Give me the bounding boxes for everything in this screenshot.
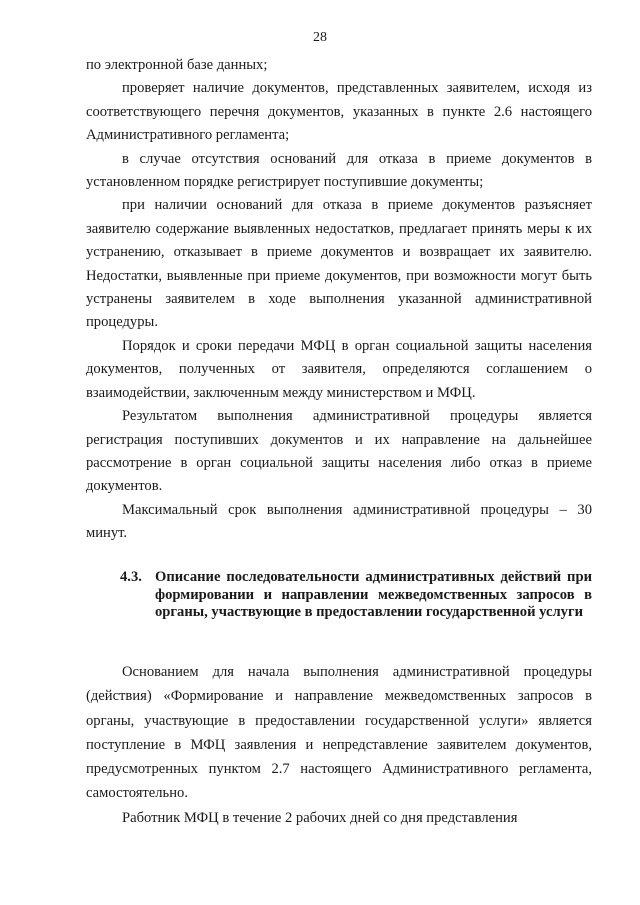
paragraph-max-time: Максимальный срок выполнения административной процедуры – 30 минут. (86, 501, 592, 542)
paragraph-result: Результатом выполнения административной процедуры является регистрация поступивших документов и их направление на дальнейшее рассмотрение в орган социальной защиты населения либо отказ в приеме документов. (86, 408, 592, 495)
document-body (86, 54, 592, 546)
paragraph-check-documents: проверяет наличие документов, представленных заявителем, исходя из соответствующего перечня документов, указанных в пункте 2.6 настоящего Административного регламента; (86, 80, 592, 144)
page-number: 28 (313, 30, 327, 45)
paragraph-continuation: по электронной базе данных; (86, 57, 268, 73)
paragraph-transfer-order: Порядок и сроки передачи МФЦ в орган социальной защиты населения документов, полученных от заявителя, определяются соглашением о взаимодействии, заключенным между министерством и МФЦ. (86, 337, 592, 401)
paragraph-procedure-basis: Основанием для начала выполнения административной процедуры (действия) «Формирование и направление межведомственных запросов в органы, участвующие в предоставлении государственной услуги» является поступление в МФЦ заявления и непредставление заявителем документов, предусмотренных пунктом 2.7 настоящего Административного регламента, самостоятельно. (86, 664, 592, 802)
paragraph-registration: в случае отсутствия оснований для отказа в приеме документов в установленном порядке регистрирует поступившие документы; (86, 150, 592, 191)
section-number: 4.3. (120, 569, 142, 585)
document-body-continued (86, 660, 592, 830)
paragraph-refusal-grounds: при наличии оснований для отказа в приеме документов разъясняет заявителю содержание выявленных недостатков, предлагает принять меры к их устранению, отказывает в приеме документов и возвращает их заявителю. Недостатки, выявленные при приеме документов, при возможности могут быть устранены заявителем в ходе выполнения указанной административной процедуры. (86, 197, 592, 331)
section-title: Описание последовательности административных действий при формировании и направлении межведомственных запросов в органы, участвующие в предоставлении государственной услуги (155, 569, 592, 620)
paragraph-mfc-employee: Работник МФЦ в течение 2 рабочих дней со дня представления (122, 809, 518, 826)
section-heading (120, 569, 592, 622)
